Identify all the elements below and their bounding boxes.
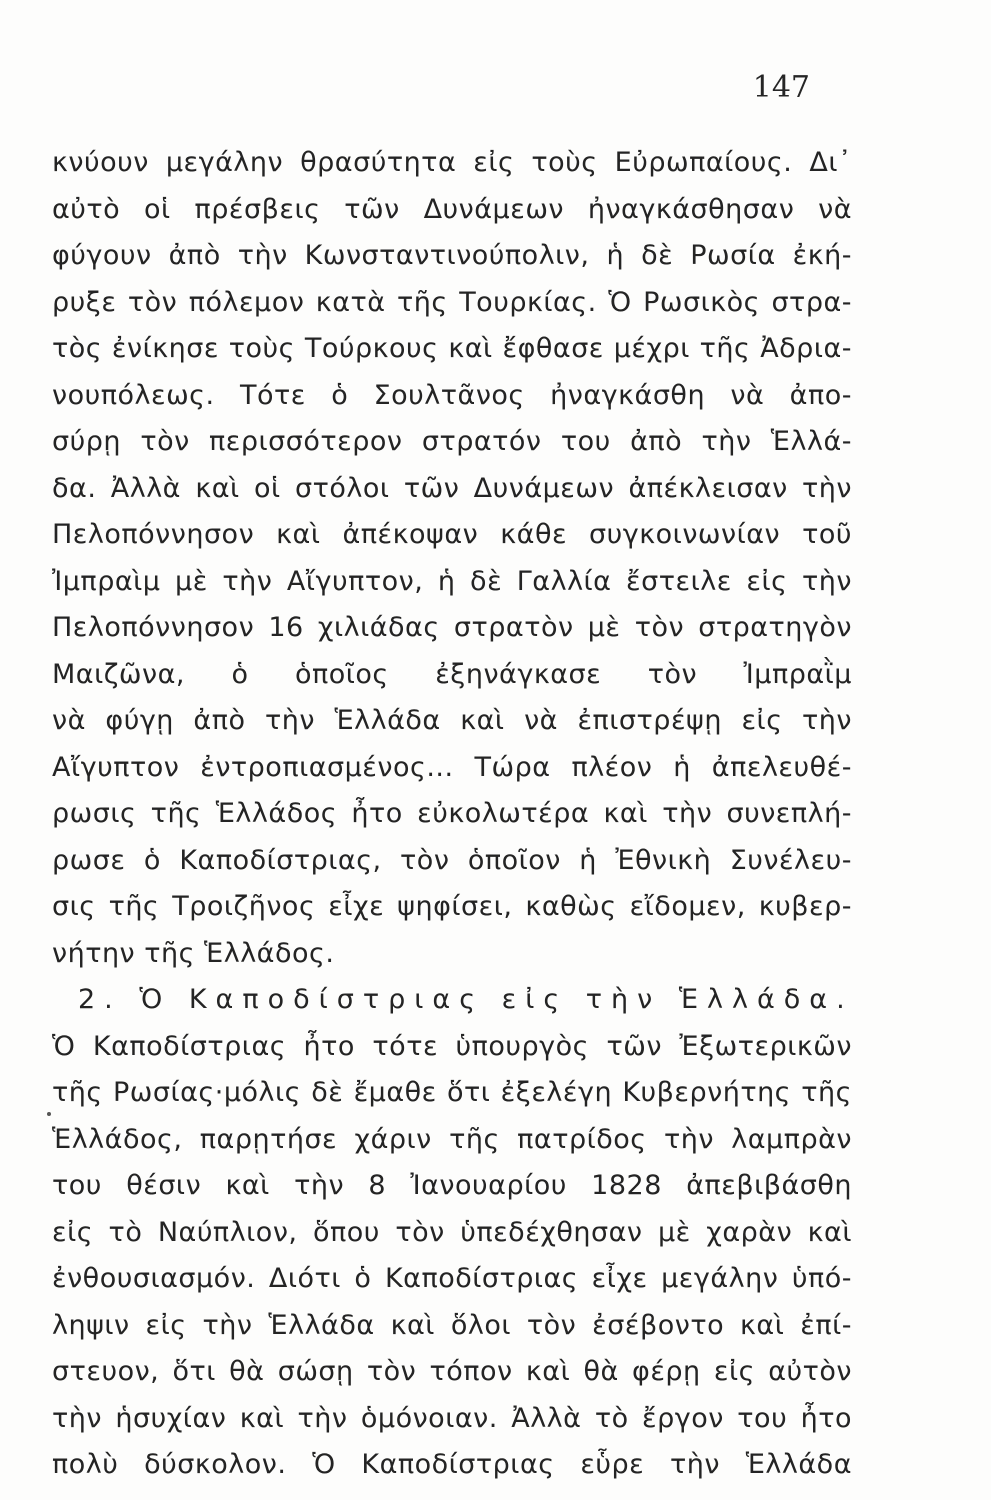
text-line: Αἴγυπτον ἐντροπιασμένος... Τώρα πλέον ἡ ἀπελευθέ-: [52, 751, 852, 783]
text-line: Μαιζῶνα, ὁ ὁποῖος ἐξηνάγκασε τὸν Ἰμπραῒμ: [52, 658, 852, 690]
body-text: [52, 140, 852, 1489]
text-line: δα. Ἀλλὰ καὶ οἱ στόλοι τῶν Δυνάμεων ἀπέκλεισαν τὴν: [52, 472, 852, 504]
text-line: του θέσιν καὶ τὴν 8 Ἰανουαρίου 1828 ἀπεβιβάσθη: [52, 1170, 852, 1201]
text-line: σις τῆς Τροιζῆνος εἶχε ψηφίσει, καθὼς εἴδομεν, κυβερ-: [52, 891, 852, 922]
text-line: Πελοπόννησον 16 χιλιάδας στρατὸν μὲ τὸν στρατηγὸν: [52, 612, 852, 643]
margin-dot-mark: [47, 1112, 51, 1116]
text-line: ρωσις τῆς Ἑλλάδος ἦτο εὐκολωτέρα καὶ τὴν συνεπλή-: [52, 798, 852, 829]
text-line: φύγουν ἀπὸ τὴν Κωνσταντινούπολιν, ἡ δὲ Ρωσία ἐκή-: [52, 240, 852, 271]
text-line: τὸς ἐνίκησε τοὺς Τούρκους καὶ ἔφθασε μέχρι τῆς Ἀδρια-: [52, 333, 852, 364]
text-line: ρωσε ὁ Καποδίστριας, τὸν ὁποῖον ἡ Ἐθνικὴ Συνέλευ-: [52, 844, 852, 876]
section-heading: 2. Ὁ Καποδίστριας εἰς τὴν Ἑλλάδα.: [78, 984, 854, 1015]
text-line: Πελοπόννησον καὶ ἀπέκοψαν κάθε συγκοινωνίαν τοῦ: [52, 519, 852, 550]
text-line: τῆς Ρωσίας·μόλις δὲ ἔμαθε ὅτι ἐξελέγη Κυβερνήτης τῆς: [52, 1077, 852, 1108]
text-line: στευον, ὅτι θὰ σώσῃ τὸν τόπον καὶ θὰ φέρῃ εἰς αὐτὸν: [52, 1356, 852, 1387]
text-line: κνύουν μεγάλην θρασύτητα εἰς τοὺς Εὐρωπαίους. Δι᾽: [52, 147, 852, 178]
text-line: τὴν ἡσυχίαν καὶ τὴν ὁμόνοιαν. Ἀλλὰ τὸ ἔργον του ἦτο: [52, 1402, 852, 1434]
text-line: Ἑλλάδος, παρῃτήσε χάριν τῆς πατρίδος τὴν λαμπρὰν: [52, 1123, 852, 1155]
text-line: ἐνθουσιασμόν. Διότι ὁ Καποδίστριας εἶχε μεγάλην ὑπό-: [52, 1263, 852, 1294]
text-line: σύρῃ τὸν περισσότερον στρατόν του ἀπὸ τὴν Ἑλλά-: [52, 426, 852, 457]
page-number: 147: [752, 70, 810, 105]
text-line: νὰ φύγῃ ἀπὸ τὴν Ἑλλάδα καὶ νὰ ἐπιστρέψῃ εἰς τὴν: [52, 705, 852, 736]
text-line: αὐτὸ οἱ πρέσβεις τῶν Δυνάμεων ἠναγκάσθησαν νὰ: [52, 193, 852, 225]
text-line: ληψιν εἰς τὴν Ἑλλάδα καὶ ὅλοι τὸν ἐσέβοντο καὶ ἐπί-: [52, 1309, 852, 1341]
text-line: ρυξε τὸν πόλεμον κατὰ τῆς Τουρκίας. Ὁ Ρωσικὸς στρα-: [52, 286, 852, 318]
text-line: Ὁ Καποδίστριας ἦτο τότε ὑπουργὸς τῶν Ἐξωτερικῶν: [52, 1030, 852, 1062]
text-line: Ἰμπραὶμ μὲ τὴν Αἴγυπτον, ἡ δὲ Γαλλία ἔστειλε εἰς τὴν: [52, 565, 852, 597]
text-line: νήτην τῆς Ἑλλάδος.: [52, 937, 335, 969]
text-line: πολὺ δύσκολον. Ὁ Καποδίστριας εὗρε τὴν Ἑλλάδα: [52, 1449, 852, 1480]
text-line: νουπόλεως. Τότε ὁ Σουλτᾶνος ἠναγκάσθη νὰ ἀπο-: [52, 379, 852, 411]
text-line: εἰς τὸ Ναύπλιον, ὅπου τὸν ὑπεδέχθησαν μὲ χαρὰν καὶ: [52, 1216, 852, 1248]
